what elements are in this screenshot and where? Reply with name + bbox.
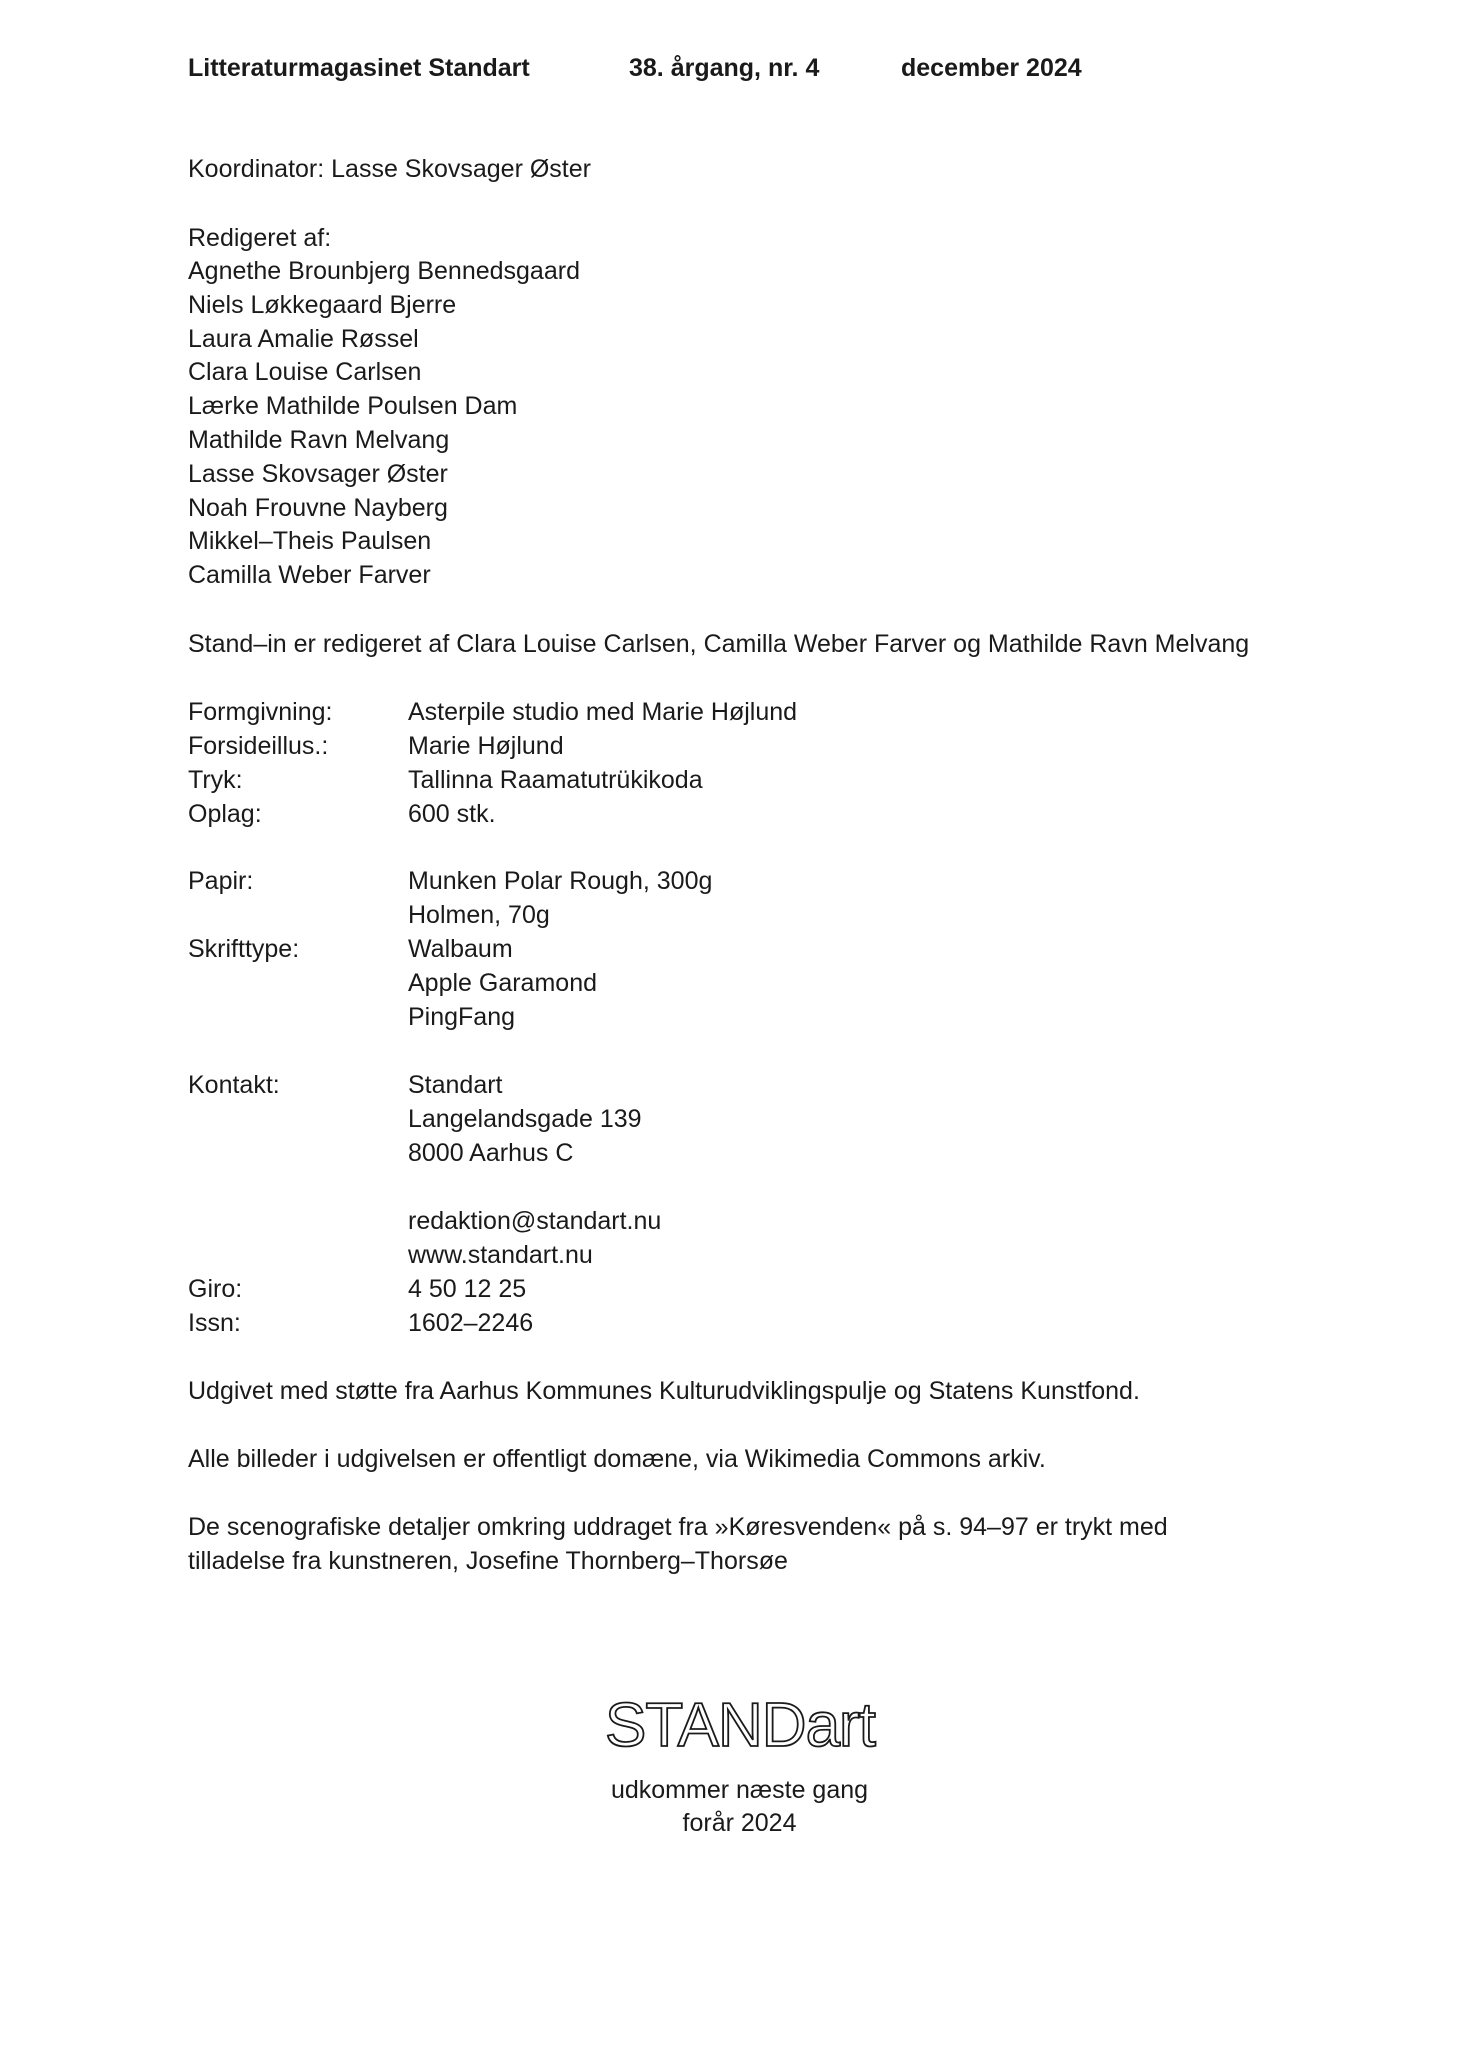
standin-credit: Stand–in er redigeret af Clara Louise Carlsen, Camilla Weber Farver og Mathilde Ravn Melvang	[188, 630, 1250, 658]
giro-label: Giro:	[188, 1275, 243, 1303]
formgivning-label: Formgivning:	[188, 698, 333, 726]
giro-value: 4 50 12 25	[408, 1275, 527, 1303]
contact-name: Standart	[408, 1071, 503, 1099]
issue-number: 38. årgang, nr. 4	[629, 54, 820, 82]
skrifttype-value: Walbaum	[408, 935, 513, 963]
next-issue-line1: udkommer næste gang	[610, 1776, 869, 1804]
issue-date: december 2024	[901, 54, 1082, 82]
forside-value: Marie Højlund	[408, 732, 564, 760]
papir-value: Holmen, 70g	[408, 901, 550, 929]
coordinator-line: Koordinator: Lasse Skovsager Øster	[188, 155, 591, 183]
editors-list	[188, 255, 580, 593]
contact-email-link[interactable]: redaktion@standart.nu	[408, 1207, 662, 1235]
issn-value: 1602–2246	[408, 1309, 534, 1337]
editor-name: Camilla Weber Farver	[188, 561, 431, 590]
tryk-value: Tallinna Raamatutrükikoda	[408, 766, 703, 794]
papir-label: Papir:	[188, 867, 254, 895]
editors-heading: Redigeret af:	[188, 224, 332, 252]
standart-logo	[0, 1688, 1479, 1758]
papir-value: Munken Polar Rough, 300g	[408, 867, 713, 895]
kontakt-label: Kontakt:	[188, 1071, 280, 1099]
scenography-note-line1: De scenografiske detaljer omkring uddraget fra »Køresvenden« på s. 94–97 er trykt med	[188, 1513, 1168, 1541]
editor-name: Mathilde Ravn Melvang	[188, 425, 450, 454]
scenography-note-line2: tilladelse fra kunstneren, Josefine Thornberg–Thorsøe	[188, 1547, 788, 1575]
images-note: Alle billeder i udgivelsen er offentligt domæne, via Wikimedia Commons arkiv.	[188, 1445, 1046, 1473]
formgivning-value: Asterpile studio med Marie Højlund	[408, 698, 798, 726]
next-issue-line2: forår 2024	[682, 1809, 797, 1837]
support-note: Udgivet med støtte fra Aarhus Kommunes Kulturudviklingspulje og Statens Kunstfond.	[188, 1377, 1140, 1405]
oplag-value: 600 stk.	[408, 800, 496, 828]
contact-website-link[interactable]: www.standart.nu	[408, 1241, 593, 1269]
skrifttype-value: Apple Garamond	[408, 969, 598, 997]
editor-name: Laura Amalie Røssel	[188, 324, 419, 353]
logo-wordmark: STANDart	[604, 1691, 875, 1758]
editor-name: Lasse Skovsager Øster	[188, 459, 448, 488]
contact-street: Langelandsgade 139	[408, 1105, 642, 1133]
editor-name: Lærke Mathilde Poulsen Dam	[188, 392, 518, 421]
editor-name: Mikkel–Theis Paulsen	[188, 527, 432, 556]
contact-city: 8000 Aarhus C	[408, 1139, 574, 1167]
next-issue-notice	[0, 1774, 1479, 1840]
forside-label: Forsideillus.:	[188, 732, 329, 760]
skrifttype-label: Skrifttype:	[188, 935, 300, 963]
tryk-label: Tryk:	[188, 766, 243, 794]
editor-name: Clara Louise Carlsen	[188, 358, 422, 387]
standart-logo-mark	[580, 1688, 900, 1758]
editor-name: Agnethe Brounbjerg Bennedsgaard	[188, 257, 580, 285]
magazine-title: Litteraturmagasinet Standart	[188, 54, 530, 82]
editor-name: Niels Løkkegaard Bjerre	[188, 290, 457, 319]
skrifttype-value: PingFang	[408, 1003, 516, 1031]
oplag-label: Oplag:	[188, 800, 262, 828]
issn-label: Issn:	[188, 1309, 241, 1337]
editor-name: Noah Frouvne Nayberg	[188, 493, 448, 522]
